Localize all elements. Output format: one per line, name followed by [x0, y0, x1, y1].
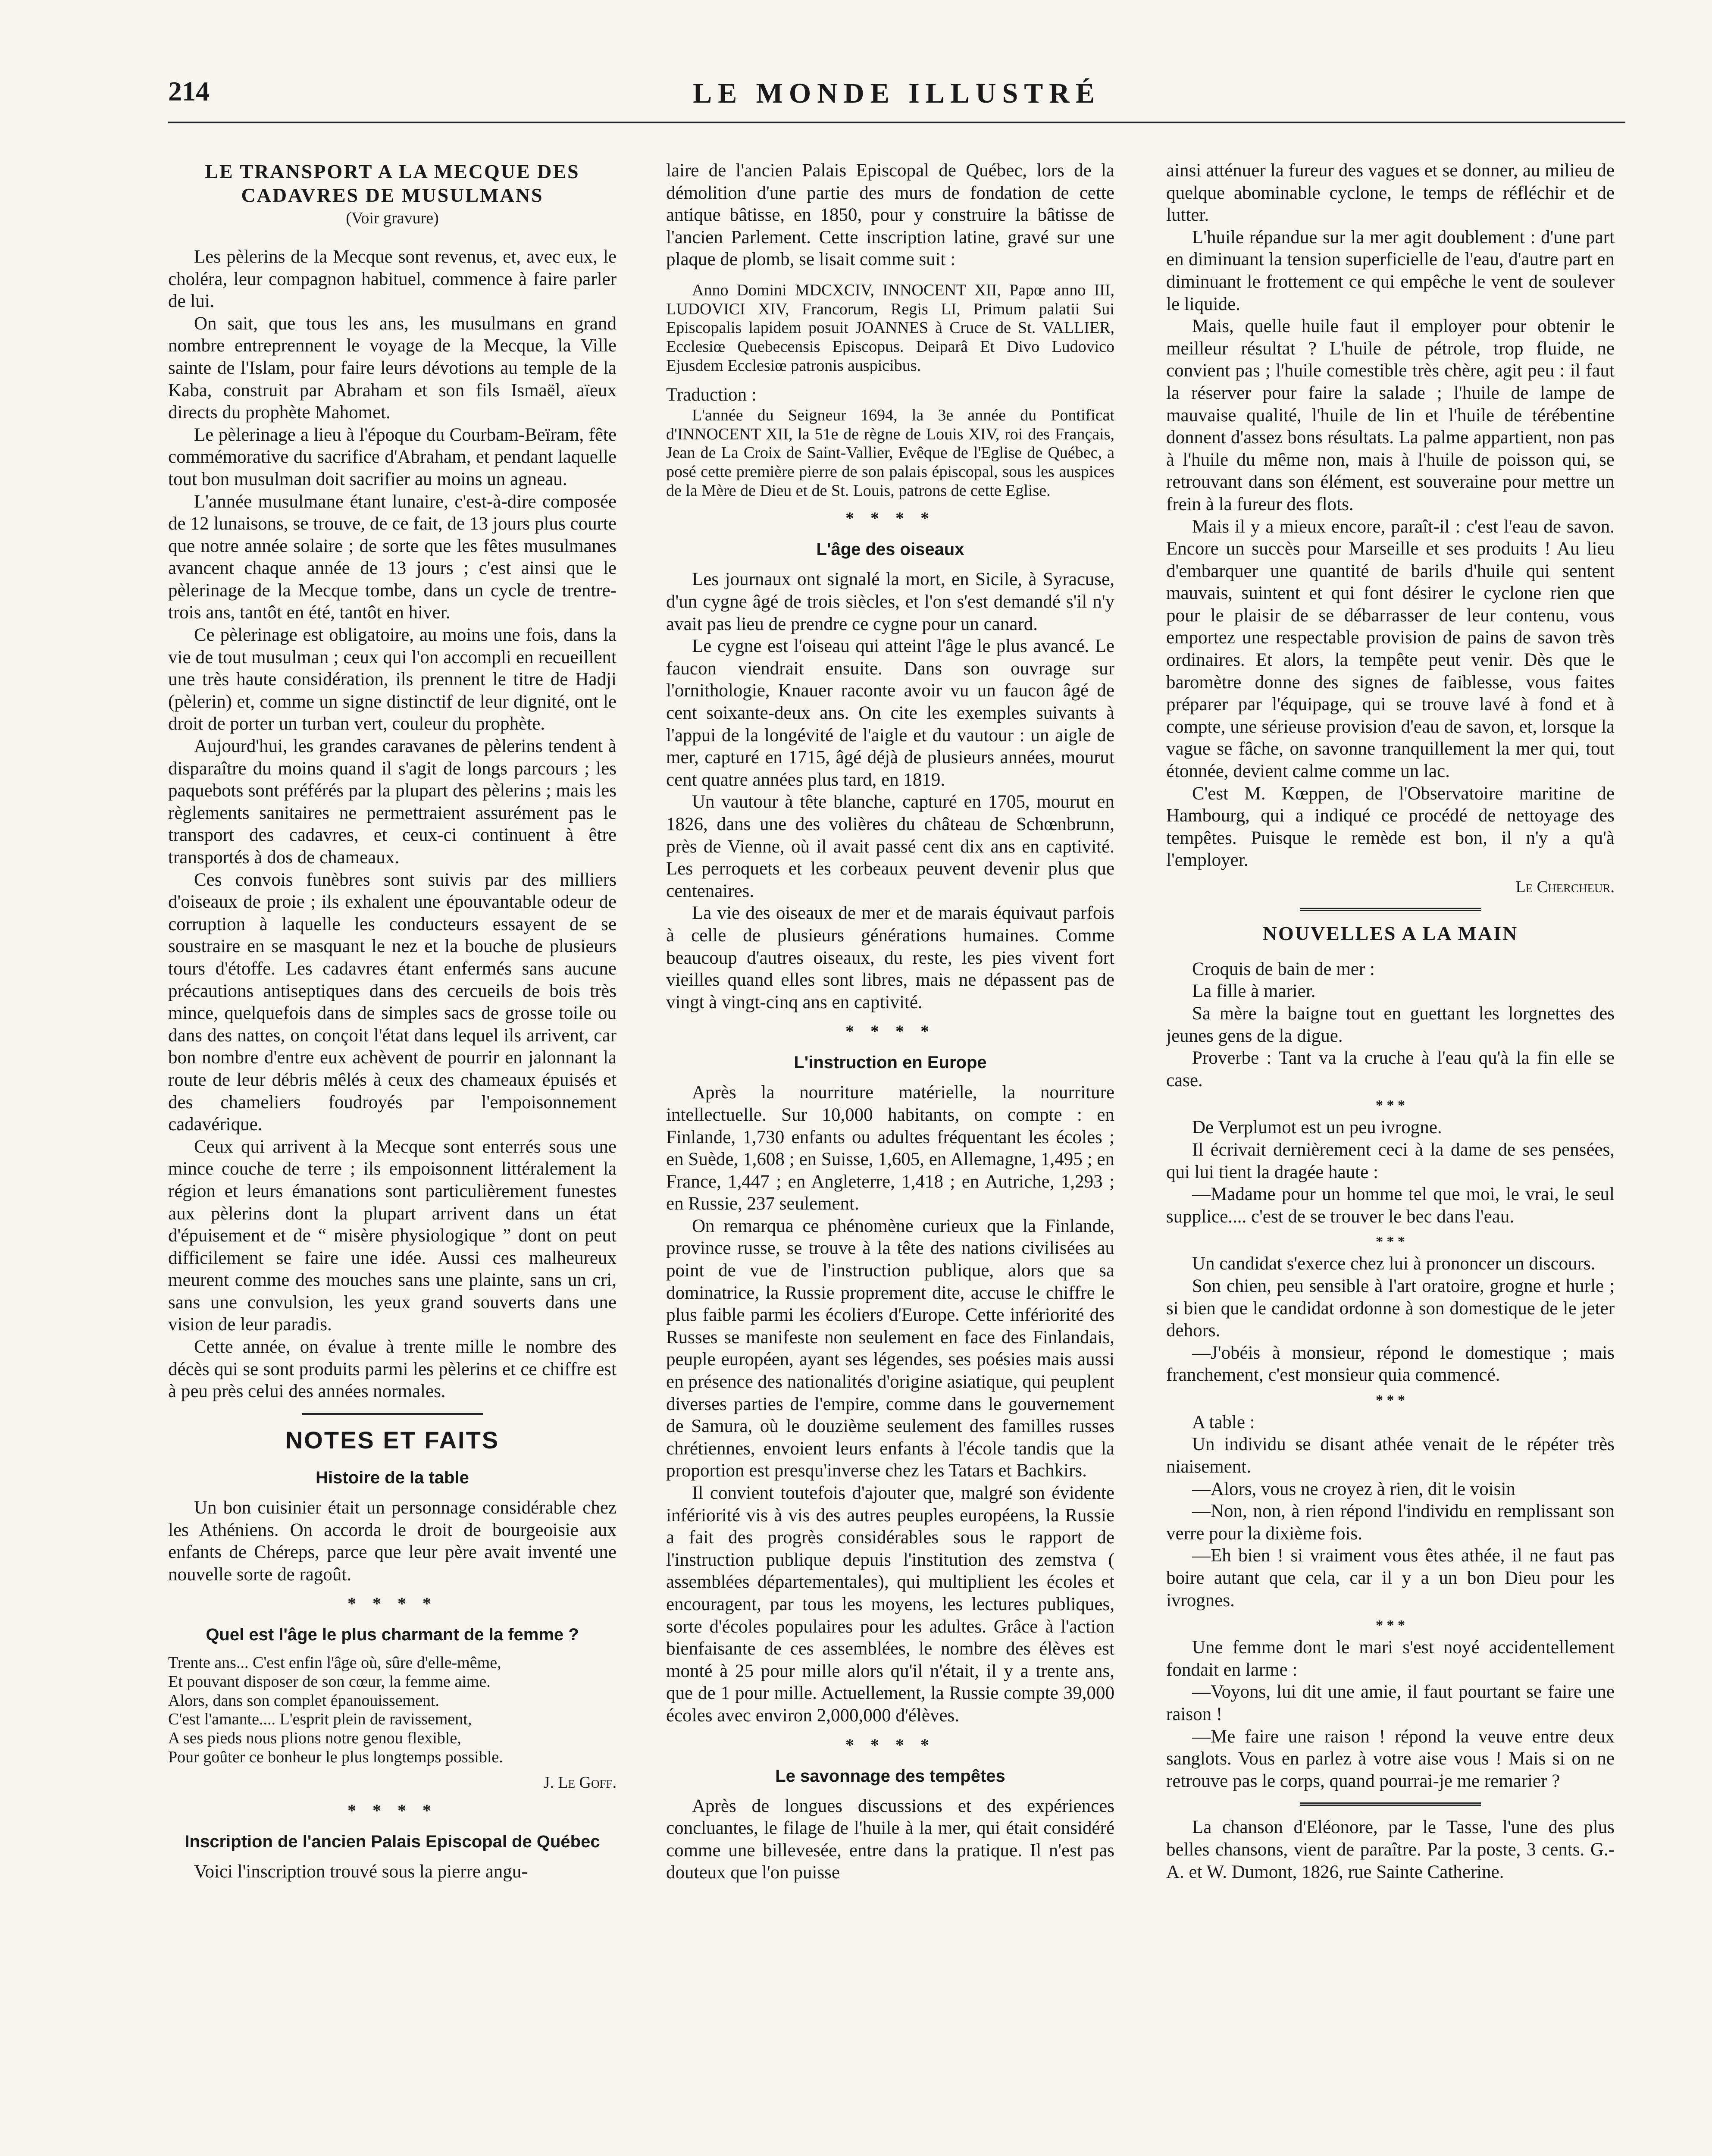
poem-line: Trente ans... C'est enfin l'âge où, sûre d'elle-même,: [168, 1654, 501, 1672]
paragraph: Une femme dont le mari s'est noyé accidentellement fondait en larme :: [1166, 1637, 1615, 1680]
page-number: 214: [168, 76, 210, 107]
paragraph: Le pèlerinage a lieu à l'époque du Courbam-Beïram, fête commémorative du sacrifice d'Abraham, et pendant laquelle tout bon musulman doit sacrifier au moins un agneau.: [168, 424, 617, 489]
paragraph: La fille à marier.: [1192, 981, 1316, 1002]
section-title-notes: NOTES ET FAITS: [285, 1426, 500, 1454]
translation-text: L'année du Seigneur 1694, la 3e année du Pontificat d'INNOCENT XII, la 51e de règne de Louis XIV, roi des Français, Jean de La Croix de Saint-Vallier, Evêque de l'Eglise de Québec, a posé cette première pierre de son palais épiscopal, sous les auspices de la Mère de Dieu et de St. Louis, patrons de cette Eglise.: [666, 406, 1114, 500]
paragraph: —Non, non, à rien répond l'individu en remplissant son verre pour la dixième fois.: [1166, 1501, 1615, 1544]
paragraph: C'est M. Kœppen, de l'Observatoire maritine de Hambourg, qui a indiqué ce procédé de nettoyage des tempêtes. Puisque le remède est bon, il n'y a qu'à l'employer.: [1166, 783, 1615, 871]
paragraph: Aujourd'hui, les grandes caravanes de pèlerins tendent à disparaître du moins quand il s'agit de longs parcours ; les paquebots sont préférés par la plupart des pèlerins ; mais les règlements sanitaires ne permettraient assurément pas le transport des cadavres, et ceux-ci continuent à être transportés à dos de chameaux.: [168, 736, 617, 868]
latin-inscription: Anno Domini MDCXCIV, INNOCENT XII, Papœ anno III, LUDOVICI XIV, Francorum, Regis LI, Primum palatii Sui Episcopalis lapidem posuit JOANNES à Cruce de St. VALLIER, Ecclesiœ Quebecensis Episcopus. Deiparâ Et Divo Ludovico Ejusdem Ecclesiœ patronis auspicibus.: [666, 281, 1114, 375]
paragraph: Cette année, on évalue à trente mille le nombre des décès qui se sont produits parmi les pèlerins et ce chiffre est à peu près celui des années normales.: [168, 1337, 617, 1402]
paragraph: Les journaux ont signalé la mort, en Sicile, à Syracuse, d'un cygne âgé de trois siècles, et l'on s'est demandé s'il n'y avait pas lieu de prendre ce cygne pour un canard.: [666, 569, 1114, 634]
separator-stars: * * * *: [845, 1735, 935, 1755]
separator-stars: * * * *: [845, 1022, 935, 1041]
separator-stars: * * * *: [845, 508, 935, 528]
separator-asterism: * * *: [1376, 1234, 1405, 1250]
column-1: [168, 160, 617, 2156]
header-rule: [168, 122, 1625, 123]
poem-signature: J. Le Goff.: [543, 1773, 617, 1792]
paragraph: L'huile répandue sur la mer agit doublement : d'une part en diminuant la tension superficielle de l'eau, d'autre part en diminuant le frottement ce qui empêche le vent de soulever le liquide.: [1166, 227, 1615, 314]
paragraph: Un individu se disant athée venait de le répéter très niaisement.: [1166, 1434, 1615, 1477]
page-header: [168, 75, 1625, 127]
paragraph: La vie des oiseaux de mer et de marais équivaut parfois à celle de plusieurs générations humaines. Comme beaucoup d'autres oiseaux, du reste, les pies vivent fort vieilles quand elles sont libres, mais ne dépassent pas de vingt à vingt-cinq ans en captivité.: [666, 903, 1114, 1012]
article-title-age: Quel est l'âge le plus charmant de la femme ?: [206, 1625, 579, 1645]
article-signature: Le Chercheur.: [1515, 878, 1615, 896]
paragraph: Ceux qui arrivent à la Mecque sont enterrés sous une mince couche de terre ; ils empoisonnent littéralement la région et leurs émanations sont particulièrement funestes aux pèlerins dont la plupart arrivent dans un état d'épuisement et de “ misère physiologique ” dont on peut difficilement se faire une idée. Aussi ces malheureux meurent comme des mouches sans une plainte, sans un cri, sans une convulsion, les yeux grand souverts dans une vision de leur paradis.: [168, 1136, 617, 1335]
poem-line: Pour goûter ce bonheur le plus longtemps possible.: [168, 1748, 503, 1766]
paragraph: Sa mère la baigne tout en guettant les lorgnettes des jeunes gens de la digue.: [1166, 1003, 1615, 1046]
paragraph: Après la nourriture matérielle, la nourriture intellectuelle. Sur 10,000 habitants, on compte : en Finlande, 1,730 enfants ou adultes fréquentant les écoles ; en Suède, 1,608 ; en Suisse, 1,605, en Allemagne, 1,495 ; en France, 1,447 ; en Angleterre, 1,418 ; en Autriche, 1,293 ; en Russie, 237 seulement.: [666, 1082, 1114, 1214]
poem-line: Et pouvant disposer de son cœur, la femme aime.: [168, 1673, 491, 1691]
separator-asterism: * * *: [1376, 1392, 1405, 1408]
section-rule: [302, 1413, 483, 1415]
separator-stars: * * * *: [347, 1594, 437, 1614]
paragraph: —Me faire une raison ! répond la veuve entre deux sanglots. Vous en parlez à votre aise vous ! Mais si on ne retrouve pas le corps, quand pourrai-je me remarier ?: [1166, 1726, 1615, 1791]
running-title: LE MONDE ILLUSTRÉ: [693, 78, 1101, 109]
paragraph: Après de longues discussions et des expériences concluantes, le filage de l'huile à la mer, qui était considéré comme une billevesée, entre dans la pratique. Il n'est pas douteux que l'on puisse: [666, 1796, 1114, 1883]
article-title-mecque: LE TRANSPORT A LA MECQUE DES CADAVRES DE MUSULMANS: [205, 160, 580, 207]
paragraph: Proverbe : Tant va la cruche à l'eau qu'à la fin elle se case.: [1166, 1048, 1615, 1091]
paragraph: De Verplumot est un peu ivrogne.: [1192, 1117, 1442, 1138]
section-rule: [1300, 908, 1481, 911]
poem: [168, 1654, 617, 1767]
poem-line: Alors, dans son complet épanouissement.: [168, 1691, 440, 1710]
article-title-savonnage: Le savonnage des tempêtes: [775, 1766, 1005, 1786]
paragraph: Ces convois funèbres sont suivis par des milliers d'oiseaux de proie ; ils exhalent une épouvantable odeur de corruption à laquelle les conducteurs essayent de se soustraire en se masquant le nez et la bouche de plusieurs tours d'étoffe. Les cadavres étant enfermés sans aucune précautions antiseptiques dans des cercueils de bois très mince, quelquefois dans de simples sacs de grosse toile ou dans des nattes, on conçoit l'état dans lequel ils arrivent, car bon nombre d'entre eux achèvent de pourrir en jalonnant la route de leur débris mêlés à ceux des chameaux épuisés et des chameliers foudroyés par l'empoisonnement cadavérique.: [168, 869, 617, 1135]
section-title-nouvelles: NOUVELLES A LA MAIN: [1262, 922, 1518, 944]
paragraph: On sait, que tous les ans, les musulmans en grand nombre entreprennent le voyage de la Mecque, la Ville sainte de l'Islam, pour faire leurs dévotions au temple de la Kaba, construit par Abraham et son fils Ismaël, aïeux directs du prophète Mahomet.: [168, 313, 617, 423]
paragraph: Un bon cuisinier était un personnage considérable chez les Athéniens. On accorda le droit de bourgeoisie aux enfants de Chéreps, parce que leur père avait inventé une nouvelle sorte de ragoût.: [168, 1498, 617, 1585]
paragraph: —Madame pour un homme tel que moi, le vrai, le seul supplice.... c'est de se trouver le bec dans l'eau.: [1166, 1184, 1615, 1227]
article-title-inscription: Inscription de l'ancien Palais Episcopal de Québec: [185, 1832, 600, 1852]
separator-stars: * * * *: [347, 1801, 437, 1821]
paragraph: Voici l'inscription trouvé sous la pierre angu-: [194, 1861, 528, 1882]
paragraph: —Eh bien ! si vraiment vous êtes athée, il ne faut pas boire autant que cela, car il y a un bon Dieu pour les ivrognes.: [1166, 1545, 1615, 1611]
paragraph: Mais, quelle huile faut il employer pour obtenir le meilleur résultat ? L'huile de pétrole, trop fluide, ne convient pas ; l'huile comestible très chère, agit peu : il faut la réserver pour faire la salade ; l'huile de lampe de mauvaise qualité, l'huile de lin et l'huile de térébentine donnent d'assez bons résultats. La palme appartient, non pas à l'huile du même non, mais à l'huile de poisson qui, se retrouvant dans son élément, est souveraine pour mettre un frein à la fureur des flots.: [1166, 316, 1615, 514]
paragraph: —Voyons, lui dit une amie, il faut pourtant se faire une raison !: [1166, 1682, 1615, 1724]
article-subtitle: (Voir gravure): [346, 209, 439, 228]
article-title-birds: L'âge des oiseaux: [816, 540, 964, 559]
paragraph: laire de l'ancien Palais Episcopal de Québec, lors de la démolition d'une partie des murs de fondation de cette antique bâtisse, en 1850, pour y construire la bâtisse de l'ancien Parlement. Cette inscription latine, gravé sur une plaque de plomb, se lisait comme suit :: [666, 160, 1114, 270]
separator-asterism: * * *: [1376, 1097, 1405, 1114]
separator-asterism: * * *: [1376, 1617, 1405, 1634]
paragraph: Il écrivait dernièrement ceci à la dame de ses pensées, qui lui tient la dragée haute :: [1166, 1139, 1615, 1182]
paragraph: ainsi atténuer la fureur des vagues et se donner, au milieu de quelque abominable cyclone, le temps de réfléchir et de lutter.: [1166, 160, 1615, 226]
paragraph: Il convient toutefois d'ajouter que, malgré son évidente infériorité vis à vis des autres peuples européens, la Russie a fait des progrès considérables sous le rapport de l'instruction publique depuis l'institution des zemstva ( assemblées départementales), qui multiplient les écoles et encouragent, par tous les moyens, les lectures publiques, sorte d'écoles populaires pour les adultes. Grâce à l'action bienfaisante de ces assemblées, le nombre des élèves est monté à 25 pour mille alors qu'il n'était, il y a trente ans, que de 1 pour mille. Actuellement, la Russie compte 39,000 écoles avec environ 2,000,000 d'élèves.: [666, 1483, 1114, 1726]
poem-line: A ses pieds nous plions notre genou flexible,: [168, 1729, 461, 1748]
paragraph: On remarqua ce phénomène curieux que la Finlande, province russe, se trouve à la tête des nations civilisées au point de vue de l'instruction publique, alors que sa dominatrice, la Russie proprement dite, accuse le chiffre le plus faible parmi les écoliers d'Europe. Cette infériorité des Russes se manifeste non seulement en face des Finlandais, peuple européen, ayant ses légendes, ses poésies mais aussi en présence des nationalités d'origine asiatique, qui peuplent diverses parties de l'empire, comme dans le gouvernement de Samura, où le douzième seulement des familles russes chrétiennes, envoient leurs enfants à l'école tandis que la proportion est presqu'inverse chez les Tatars et Bachkirs.: [666, 1216, 1114, 1481]
column-2: [666, 160, 1114, 2156]
paragraph: Son chien, peu sensible à l'art oratoire, grogne et hurle ; si bien que le candidat ordonne à son domestique de le jeter dehors.: [1166, 1275, 1615, 1341]
paragraph: Ce pèlerinage est obligatoire, au moins une fois, dans la vie de tout musulman ; ceux qui l'on accompli en recueillent une très haute considération, ils prennent le titre de Hadji (pèlerin) et, comme un signe distinctif de leur dignité, ont le droit de porter un turban vert, couleur du prophète.: [168, 625, 617, 734]
paragraph: Les pèlerins de la Mecque sont revenus, et, avec eux, le choléra, leur compagnon habituel, commence à faire parler de lui.: [168, 246, 617, 312]
paragraph: Un candidat s'exerce chez lui à prononcer un discours.: [1192, 1253, 1596, 1274]
translation-label: Traduction :: [666, 385, 757, 405]
paragraph: Croquis de bain de mer :: [1192, 959, 1375, 979]
paragraph: Le cygne est l'oiseau qui atteint l'âge le plus avancé. Le faucon viendrait ensuite. Dans son ouvrage sur l'ornithologie, Knauer raconte avoir vu un faucon âgé de cent soixante-deux ans. On cite les exemples suivants à l'appui de la longévité de l'aigle et du vautour : un aigle de mer, capturé en 1715, âgé déjà de plusieurs années, mourut cent quatre années plus tard, en 1819.: [666, 636, 1114, 790]
article-title-instruction: L'instruction en Europe: [794, 1053, 987, 1072]
section-rule: [1300, 1802, 1481, 1806]
paragraph: —J'obéis à monsieur, répond le domestique ; mais franchement, c'est monsieur quia commencé.: [1166, 1342, 1615, 1385]
paragraph: A table :: [1192, 1412, 1255, 1432]
paragraph: —Alors, vous ne croyez à rien, dit le voisin: [1192, 1479, 1515, 1499]
paragraph: L'année musulmane étant lunaire, c'est-à-dire composée de 12 lunaisons, se trouve, de ce fait, de 13 jours plus courte que notre année solaire ; de sorte que les fêtes musulmanes avancent chaque année de 13 jours ; c'est ainsi que le pèlerinage de la Mecque tombe, dans un cycle de trentre-trois ans, tantôt en été, tantôt en hiver.: [168, 491, 617, 623]
paragraph: Mais il y a mieux encore, paraît-il : c'est l'eau de savon. Encore un succès pour Marseille et ses produits ! Au lieu d'embarquer une quantité de barils d'huile qui sentent mauvais, suintent et qui font désirer le cyclone rien que pour le plaisir de se débarrasser de leur contenu, vous emportez une respectable provision de pains de savon très ordinaires. Et alors, la tempête peut venir. Dès que le baromètre donne des signes de faiblesse, vous faites préparer par l'équipage, qui se trouve lavé à fond et à compte, une sérieuse provision d'eau de savon, et, lorsque la vague se fâche, on savonne tranquillement la mer qui, tout étonnée, devient calme comme un lac.: [1166, 516, 1615, 782]
paragraph: Un vautour à tête blanche, capturé en 1705, mourut en 1826, dans une des volières du château de Schœnbrunn, près de Vienne, où il avait passé cent dix ans en captivité. Les perroquets et les corbeaux peuvent devenir plus que centenaires.: [666, 792, 1114, 901]
advertisement: La chanson d'Eléonore, par le Tasse, l'une des plus belles chansons, vient de paraître. Par la poste, 3 cents. G.-A. et W. Dumont, 1826, rue Sainte Catherine.: [1166, 1817, 1615, 1882]
article-title-table: Histoire de la table: [316, 1468, 469, 1488]
column-3: [1166, 160, 1615, 2156]
poem-line: C'est l'amante.... L'esprit plein de ravissement,: [168, 1710, 472, 1729]
